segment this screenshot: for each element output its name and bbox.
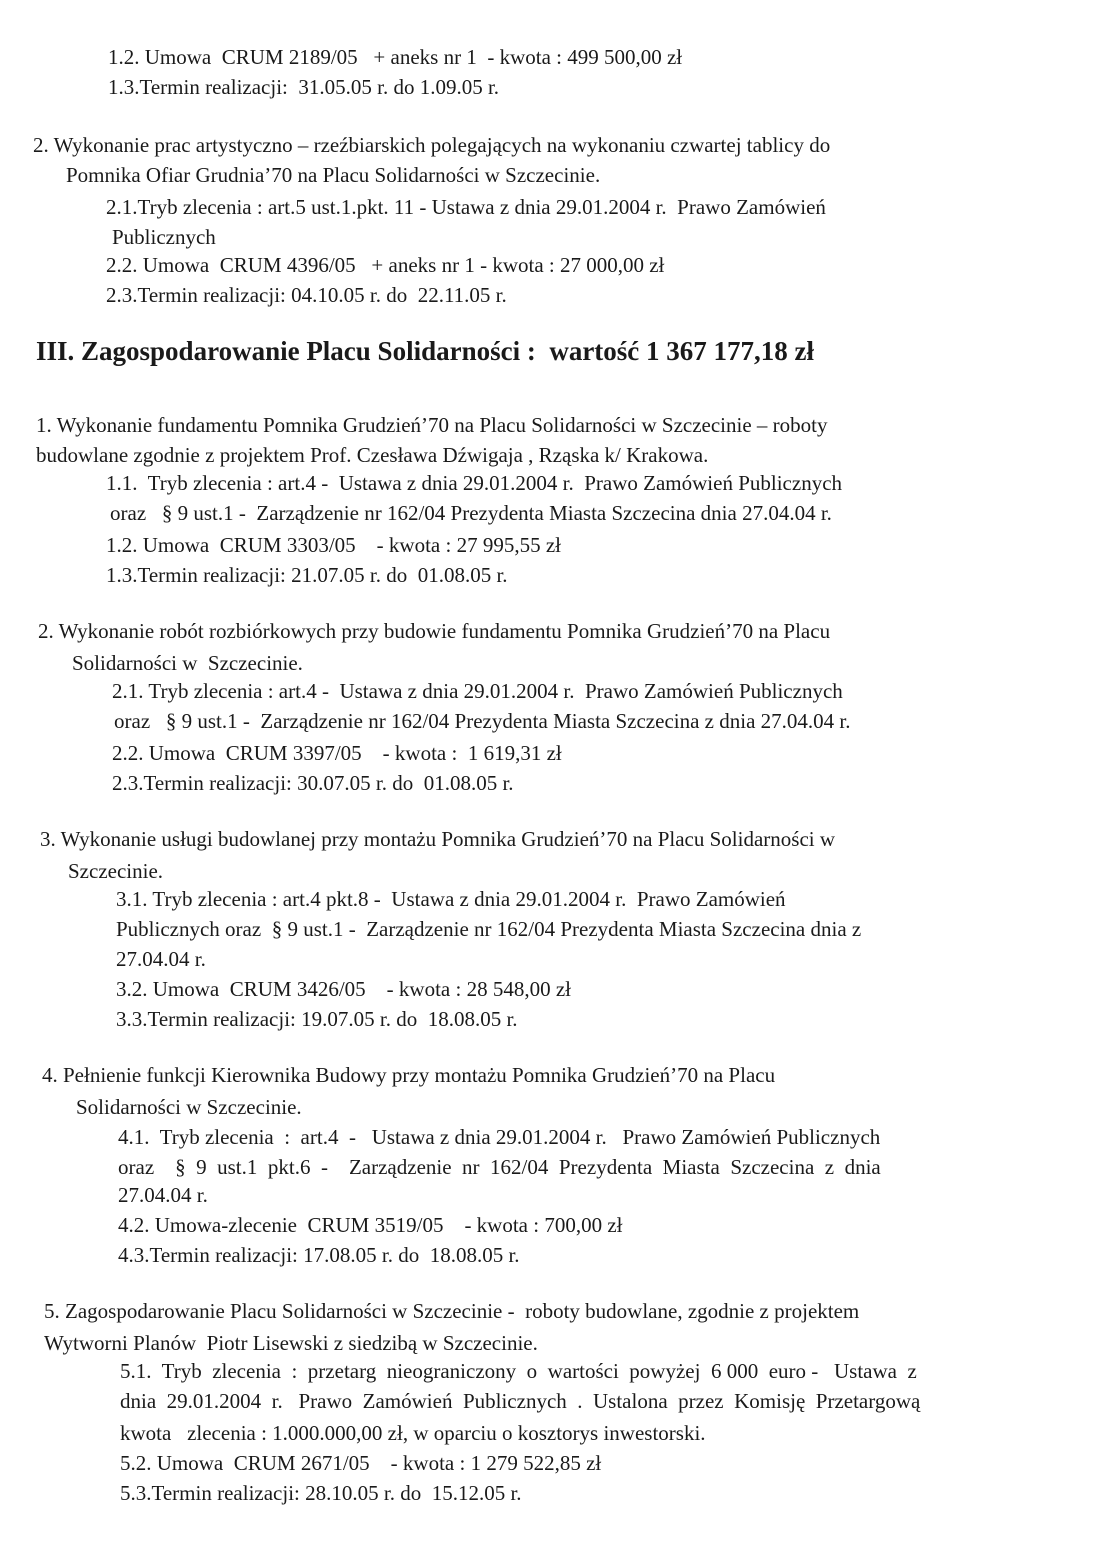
procedure-line: 3.1. Tryb zlecenia : art.4 pkt.8 - Ustawa z dnia 29.01.2004 r. Prawo Zamówień	[116, 887, 786, 911]
item-title: 3. Wykonanie usługi budowlanej przy montażu Pomnika Grudzień’70 na Placu Solidarności w	[40, 827, 836, 851]
item-title: 4. Pełnienie funkcji Kierownika Budowy przy montażu Pomnika Grudzień’70 na Placu	[42, 1063, 776, 1087]
item-title: 1. Wykonanie fundamentu Pomnika Grudzień’70 na Placu Solidarności w Szczecinie – roboty	[36, 413, 828, 437]
contract-line: 5.2. Umowa CRUM 2671/05 - kwota : 1 279 522,85 zł	[120, 1451, 602, 1475]
procedure-line-cont: Publicznych	[112, 225, 216, 249]
item-title: 2. Wykonanie prac artystyczno – rzeźbiarskich polegających na wykonaniu czwartej tablicy do	[33, 133, 831, 157]
procedure-line: 1.1. Tryb zlecenia : art.4 - Ustawa z dnia 29.01.2004 r. Prawo Zamówień Publicznych	[106, 471, 843, 495]
procedure-line: 2.1.Tryb zlecenia : art.5 ust.1.pkt. 11 - Ustawa z dnia 29.01.2004 r. Prawo Zamówień	[106, 195, 826, 219]
procedure-line-cont: dnia 29.01.2004 r. Prawo Zamówień Publicznych . Ustalona przez Komisję Przetargową	[120, 1389, 921, 1413]
deadline-line: 4.3.Termin realizacji: 17.08.05 r. do 18.08.05 r.	[118, 1243, 520, 1267]
procedure-line-cont: Publicznych oraz § 9 ust.1 - Zarządzenie nr 162/04 Prezydenta Miasta Szczecina dnia z	[116, 917, 862, 941]
procedure-line-cont: 27.04.04 r.	[116, 947, 206, 971]
contract-line: 1.2. Umowa CRUM 2189/05 + aneks nr 1 - kwota : 499 500,00 zł	[108, 45, 683, 69]
item-title-cont: Solidarności w Szczecinie.	[76, 1095, 302, 1119]
procedure-line: 5.1. Tryb zlecenia : przetarg nieograniczony o wartości powyżej 6 000 euro - Ustawa z	[120, 1359, 917, 1383]
item-title-cont: budowlane zgodnie z projektem Prof. Czesława Dźwigaja , Rząska k/ Krakowa.	[36, 443, 709, 467]
item-title: 5. Zagospodarowanie Placu Solidarności w Szczecinie - roboty budowlane, zgodnie z projektem	[44, 1299, 860, 1323]
procedure-line-cont: oraz § 9 ust.1 - Zarządzenie nr 162/04 Prezydenta Miasta Szczecina z dnia 27.04.04 r.	[114, 709, 851, 733]
item-title-cont: Solidarności w Szczecinie.	[72, 651, 303, 675]
item-title-cont: Pomnika Ofiar Grudnia’70 na Placu Solidarności w Szczecinie.	[66, 163, 601, 187]
contract-line: 4.2. Umowa-zlecenie CRUM 3519/05 - kwota : 700,00 zł	[118, 1213, 623, 1237]
deadline-line: 3.3.Termin realizacji: 19.07.05 r. do 18.08.05 r.	[116, 1007, 518, 1031]
section-heading: III. Zagospodarowanie Placu Solidarności : wartość 1 367 177,18 zł	[36, 336, 815, 366]
deadline-line: 1.3.Termin realizacji: 31.05.05 r. do 1.09.05 r.	[108, 75, 500, 99]
contract-line: 1.2. Umowa CRUM 3303/05 - kwota : 27 995,55 zł	[106, 533, 561, 557]
deadline-line: 5.3.Termin realizacji: 28.10.05 r. do 15.12.05 r.	[120, 1481, 522, 1505]
contract-line: 2.2. Umowa CRUM 3397/05 - kwota : 1 619,31 zł	[112, 741, 562, 765]
procedure-line-cont: kwota zlecenia : 1.000.000,00 zł, w oparciu o kosztorys inwestorski.	[120, 1421, 706, 1445]
deadline-line: 2.3.Termin realizacji: 30.07.05 r. do 01.08.05 r.	[112, 771, 514, 795]
procedure-line: 2.1. Tryb zlecenia : art.4 - Ustawa z dnia 29.01.2004 r. Prawo Zamówień Publicznych	[112, 679, 843, 703]
item-title-cont: Szczecinie.	[68, 859, 164, 883]
procedure-line: 4.1. Tryb zlecenia : art.4 - Ustawa z dnia 29.01.2004 r. Prawo Zamówień Publicznych	[118, 1125, 881, 1149]
item-title: 2. Wykonanie robót rozbiórkowych przy budowie fundamentu Pomnika Grudzień’70 na Placu	[38, 619, 831, 643]
deadline-line: 1.3.Termin realizacji: 21.07.05 r. do 01.08.05 r.	[106, 563, 508, 587]
contract-line: 3.2. Umowa CRUM 3426/05 - kwota : 28 548,00 zł	[116, 977, 571, 1001]
contract-line: 2.2. Umowa CRUM 4396/05 + aneks nr 1 - kwota : 27 000,00 zł	[106, 253, 665, 277]
procedure-line-cont: oraz § 9 ust.1 pkt.6 - Zarządzenie nr 162/04 Prezydenta Miasta Szczecina z dnia	[118, 1155, 881, 1179]
procedure-line-cont: 27.04.04 r.	[118, 1183, 208, 1207]
item-title-cont: Wytworni Planów Piotr Lisewski z siedzibą w Szczecinie.	[44, 1331, 538, 1355]
procedure-line-cont: oraz § 9 ust.1 - Zarządzenie nr 162/04 Prezydenta Miasta Szczecina dnia 27.04.04 r.	[110, 501, 832, 525]
deadline-line: 2.3.Termin realizacji: 04.10.05 r. do 22.11.05 r.	[106, 283, 507, 307]
